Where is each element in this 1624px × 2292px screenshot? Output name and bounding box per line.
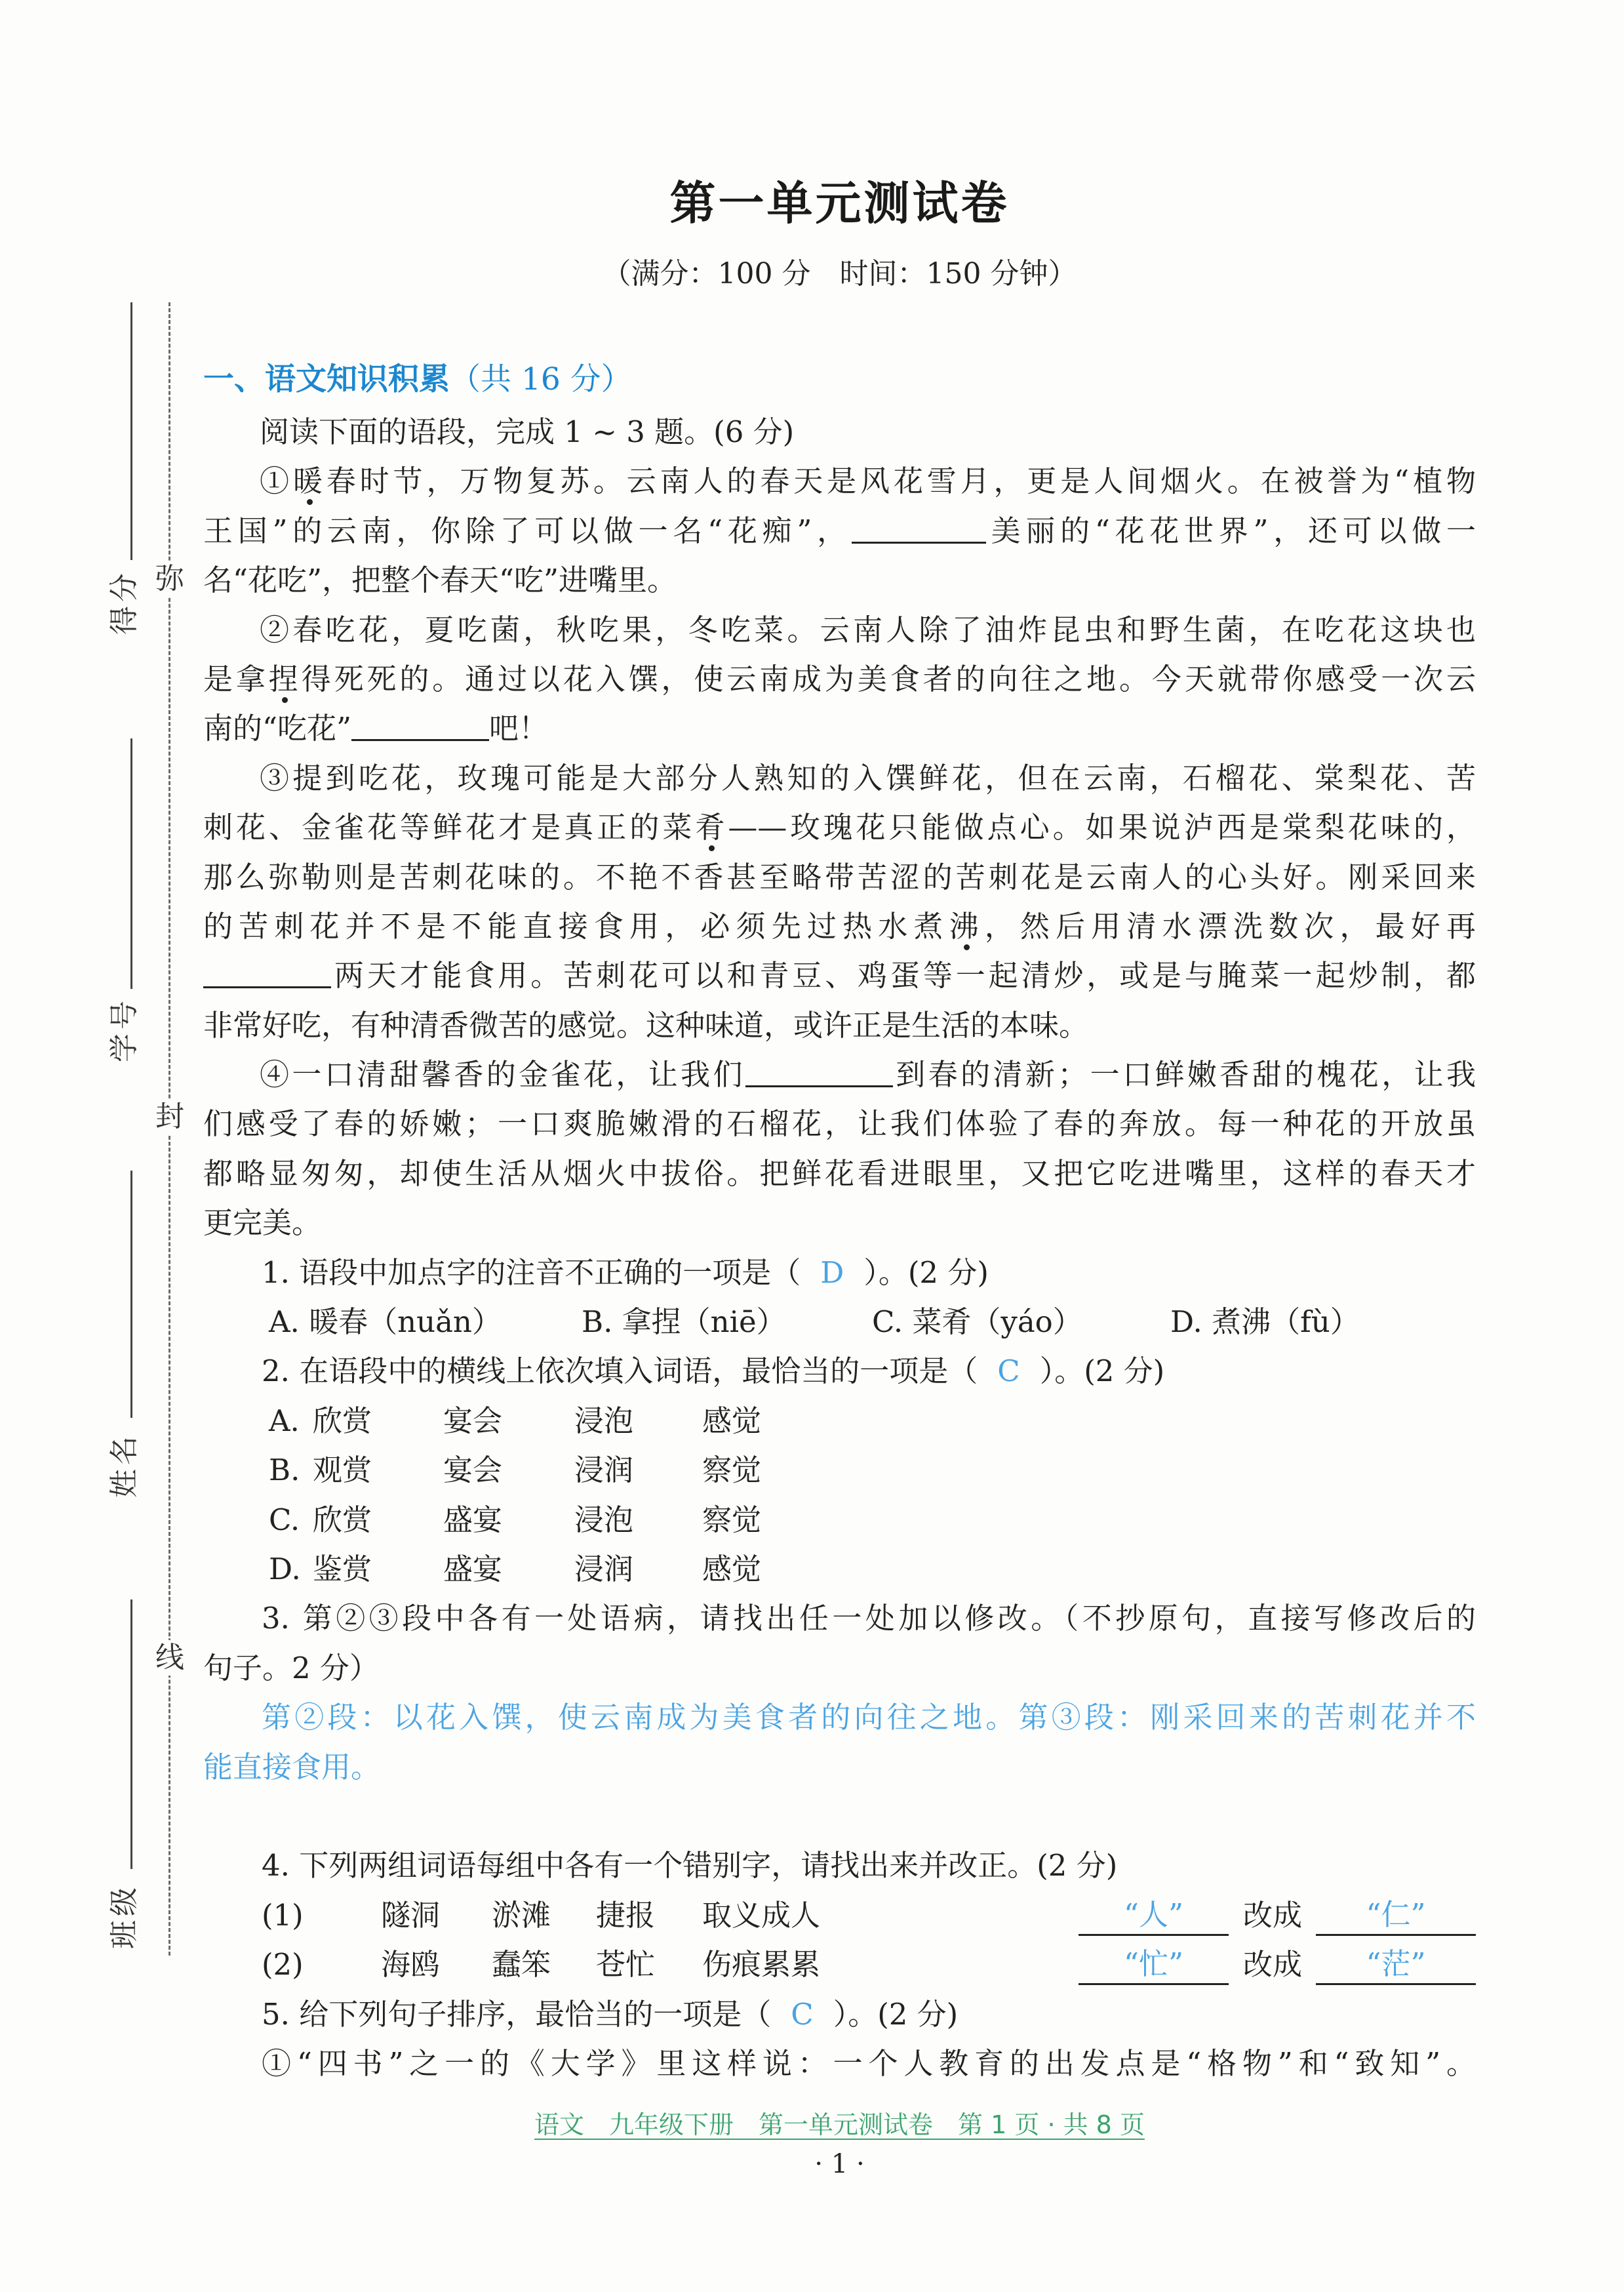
- student-id-write-line: [130, 738, 132, 989]
- dotted-character: 沸: [949, 908, 985, 944]
- question-2-stem: [203, 1346, 1476, 1396]
- passage-text: ②春吃花，夏吃菌，秋吃果，冬吃菜。云南人除了油炸昆虫和野生菌，在吃花这块也: [260, 612, 1476, 647]
- option-word: 察觉: [702, 1502, 762, 1537]
- wrong-character-answer: “忙”: [1079, 1942, 1229, 1985]
- group-word: 海鸥: [381, 1947, 441, 1982]
- sentence-text: ①“四书”之一的《大学》里这样说：一个人教育的出发点是“格物”和“致知”。: [262, 2045, 1476, 2081]
- option-d: D. 煮沸（fù）: [1170, 1304, 1360, 1340]
- passage-text: 的苦刺花并不是不能直接食用，必须先过热水煮: [203, 908, 949, 944]
- question-5-answer: C: [791, 1996, 814, 2032]
- question-2-option-row: [203, 1396, 1476, 1445]
- question-text: 3. 第②③段中各有一处语病，请找出任一处加以修改。（不抄原句，直接写修改后的: [262, 1601, 1476, 1636]
- section-title: 一、语文知识积累: [203, 361, 450, 397]
- option-word: 欣赏: [313, 1403, 372, 1438]
- passage-text: 美丽的“花花世界”，还可以做一: [985, 513, 1476, 548]
- option-b: B. 拿捏（niē）: [582, 1304, 786, 1340]
- passage-text: 到春的清新；一口鲜嫩香甜的槐花，让我: [892, 1057, 1476, 1093]
- running-footer: [203, 2108, 1476, 2142]
- dotted-character: 捏: [268, 661, 302, 696]
- page-title: 第一单元测试卷: [669, 176, 1010, 230]
- group-word: 伤痕累累: [702, 1947, 821, 1982]
- passage-line: [203, 654, 1476, 704]
- passage-line: [203, 506, 1476, 555]
- option-label: B.: [269, 1453, 300, 1488]
- seal-mark: 弥: [153, 561, 186, 597]
- passage-line: [203, 1198, 1476, 1247]
- correction-verb: 改成: [1243, 1947, 1303, 1982]
- name-write-line: [130, 1171, 132, 1418]
- question-3-stem: [203, 1643, 1476, 1693]
- passage-text: 王国”的云南，你除了可以做一名“花痴”，: [203, 513, 852, 548]
- question-5-stem: [203, 1990, 1476, 2039]
- question-2-option-row: [203, 1495, 1476, 1544]
- question-text: 4. 下列两组词语每组中各有一个错别字，请找出来并改正。(2 分): [262, 1848, 1118, 1883]
- passage-text: 名“花吃”，把整个春天“吃”进嘴里。: [203, 563, 677, 598]
- question-2-option-row: [203, 1544, 1476, 1594]
- passage-text: 非常好吃，有种清香微苦的感觉。这种味道，或许正是生活的本味。: [203, 1007, 1089, 1043]
- group-word: 苍忙: [596, 1947, 656, 1982]
- fill-blank: [745, 1059, 893, 1087]
- passage-text: 吧！: [489, 711, 549, 746]
- answer-space: [203, 1792, 1476, 1841]
- option-word: 感觉: [702, 1551, 762, 1586]
- dotted-character: 肴: [695, 810, 728, 845]
- passage-text: 那么弥勒则是苦刺花味的。不艳不香甚至略带苦涩的苦刺花是云南人的心头好。刚采回来: [203, 859, 1476, 895]
- option-label: D.: [269, 1551, 301, 1586]
- passage-text: 刺花、金雀花等鲜花才是真正的菜: [203, 810, 696, 845]
- answer-text: 能直接食用。: [203, 1749, 381, 1784]
- passage-text: 们感受了春的娇嫩；一口爽脆嫩滑的石榴花，让我们体验了春的奔放。每一种花的开放虽: [203, 1106, 1476, 1142]
- option-word: 欣赏: [313, 1502, 372, 1537]
- question-4-group: [203, 1891, 1476, 1940]
- passage-text: 都略显匆匆，却使生活从烟火中拔俗。把鲜花看进眼里，又把它吃进嘴里，这样的春天才: [203, 1156, 1476, 1191]
- question-text: 2. 在语段中的横线上依次填入词语，最恰当的一项是（: [262, 1354, 978, 1389]
- question-1-answer: D: [820, 1255, 844, 1290]
- passage-text: ③提到吃花，玫瑰可能是大部分人熟知的入馔鲜花，但在云南，石榴花、棠梨花、苦: [260, 760, 1476, 795]
- group-word: 蠢笨: [492, 1947, 551, 1982]
- passage-line: [203, 704, 1476, 753]
- option-word: 浸泡: [574, 1403, 634, 1438]
- seal-mark: 线: [153, 1640, 186, 1676]
- passage-line: [203, 853, 1476, 902]
- passage-text: 得死死的。通过以花入馔，使云南成为美食者的向往之地。今天就带你感受一次云: [301, 661, 1476, 696]
- question-text: ）。(2 分): [1039, 1354, 1165, 1389]
- question-4-stem: [203, 1841, 1476, 1890]
- exam-info: （满分：100 分 时间：150 分钟）: [602, 257, 1077, 291]
- question-text: 句子。2 分）: [203, 1650, 379, 1685]
- option-word: 宴会: [443, 1453, 503, 1488]
- option-word: 感觉: [702, 1403, 762, 1438]
- group-label: (2): [262, 1947, 304, 1982]
- fill-blank: [351, 713, 489, 741]
- passage-text: 南的“吃花”: [203, 711, 352, 746]
- correct-character-answer: “仁”: [1316, 1893, 1476, 1936]
- option-word: 盛宴: [443, 1551, 503, 1586]
- question-4-group: [203, 1940, 1476, 1989]
- correct-character-answer: “茫”: [1316, 1942, 1476, 1985]
- option-word: 宴会: [443, 1403, 503, 1438]
- passage-line: [203, 803, 1476, 852]
- option-a: A. 暖春（nuǎn）: [269, 1304, 502, 1340]
- passage-line: [203, 1099, 1476, 1148]
- question-3-answer: [203, 1693, 1476, 1742]
- option-word: 浸润: [574, 1453, 634, 1488]
- question-text: ）。(2 分): [863, 1255, 989, 1290]
- group-label: (1): [262, 1897, 304, 1933]
- class-write-line: [130, 1599, 132, 1869]
- passage-line: [203, 605, 1476, 654]
- passage-line: [203, 754, 1476, 803]
- student-id-label: 学号: [108, 997, 141, 1062]
- section-score: （共 16 分）: [450, 361, 632, 397]
- passage-line: [203, 1001, 1476, 1050]
- score-write-line: [130, 302, 132, 560]
- wrong-character-answer: “人”: [1079, 1893, 1229, 1936]
- passage-line: [203, 1050, 1476, 1099]
- option-word: 浸润: [574, 1551, 634, 1586]
- option-word: 鉴赏: [313, 1551, 372, 1586]
- dotted-character: 暖: [292, 464, 327, 499]
- group-word: 取义成人: [702, 1897, 821, 1933]
- group-word: 捷报: [596, 1897, 656, 1933]
- correction-verb: 改成: [1243, 1897, 1303, 1933]
- option-label: A.: [269, 1403, 300, 1438]
- answer-text: 第②段：以花入馔，使云南成为美食者的向往之地。第③段：刚采回来的苦刺花并不: [262, 1700, 1476, 1735]
- question-1-stem: [203, 1248, 1476, 1297]
- option-word: 察觉: [702, 1453, 762, 1488]
- question-text: 5. 给下列句子排序，最恰当的一项是（: [262, 1996, 772, 2032]
- question-2-option-row: [203, 1445, 1476, 1495]
- passage-text: 两天才能食用。苦刺花可以和青豆、鸡蛋等一起清炒，或是与腌菜一起炒制，都: [331, 958, 1476, 994]
- group-word: 淤滩: [492, 1897, 551, 1933]
- name-label: 姓名: [108, 1432, 141, 1498]
- seal-mark: 封: [153, 1099, 186, 1135]
- question-5-sentence: [203, 2039, 1476, 2088]
- passage-line: [203, 951, 1476, 1000]
- section-heading: [203, 359, 632, 400]
- page-number: · 1 ·: [814, 2149, 865, 2179]
- fill-blank: [203, 960, 331, 988]
- passage-text: ，然后用清水漂洗数次，最好再: [984, 908, 1476, 944]
- question-1-options: [203, 1297, 1476, 1346]
- passage-text: 更完美。: [203, 1205, 322, 1241]
- passage-intro-line: [203, 407, 1476, 456]
- passage-line: [203, 555, 1476, 605]
- passage-text: ④一口清甜馨香的金雀花，让我们: [260, 1057, 745, 1093]
- question-text: 1. 语段中加点字的注音不正确的一项是（: [262, 1255, 801, 1290]
- class-label: 班级: [108, 1883, 141, 1949]
- question-3-stem: [203, 1594, 1476, 1643]
- score-label: 得分: [108, 569, 141, 635]
- passage-text: ①: [260, 464, 293, 499]
- passage-text: 春时节，万物复苏。云南人的春天是风花雪月，更是人间烟火。在被誉为“植物: [326, 464, 1476, 499]
- option-label: C.: [269, 1502, 300, 1537]
- question-3-answer: [203, 1742, 1476, 1792]
- passage-text: ——玫瑰花只能做点心。如果说泸西是棠梨花味的，: [728, 810, 1476, 845]
- passage-line: [203, 456, 1476, 506]
- passage-line: [203, 902, 1476, 951]
- footer-text: 语文 九年级下册 第一单元测试卷 第 1 页 · 共 8 页: [534, 2110, 1145, 2139]
- option-word: 盛宴: [443, 1502, 503, 1537]
- question-text: ）。(2 分): [833, 1996, 959, 2032]
- passage-intro: 阅读下面的语段，完成 1 ~ 3 题。(6 分): [260, 414, 795, 449]
- option-c: C. 菜肴（yáo）: [872, 1304, 1082, 1340]
- question-2-answer: C: [997, 1354, 1020, 1389]
- question-body: [203, 407, 1476, 2088]
- option-word: 浸泡: [574, 1502, 634, 1537]
- option-word: 观赏: [313, 1453, 372, 1488]
- passage-text: 是拿: [203, 661, 269, 696]
- group-word: 隧洞: [381, 1897, 441, 1933]
- passage-line: [203, 1149, 1476, 1198]
- fill-blank: [852, 515, 986, 544]
